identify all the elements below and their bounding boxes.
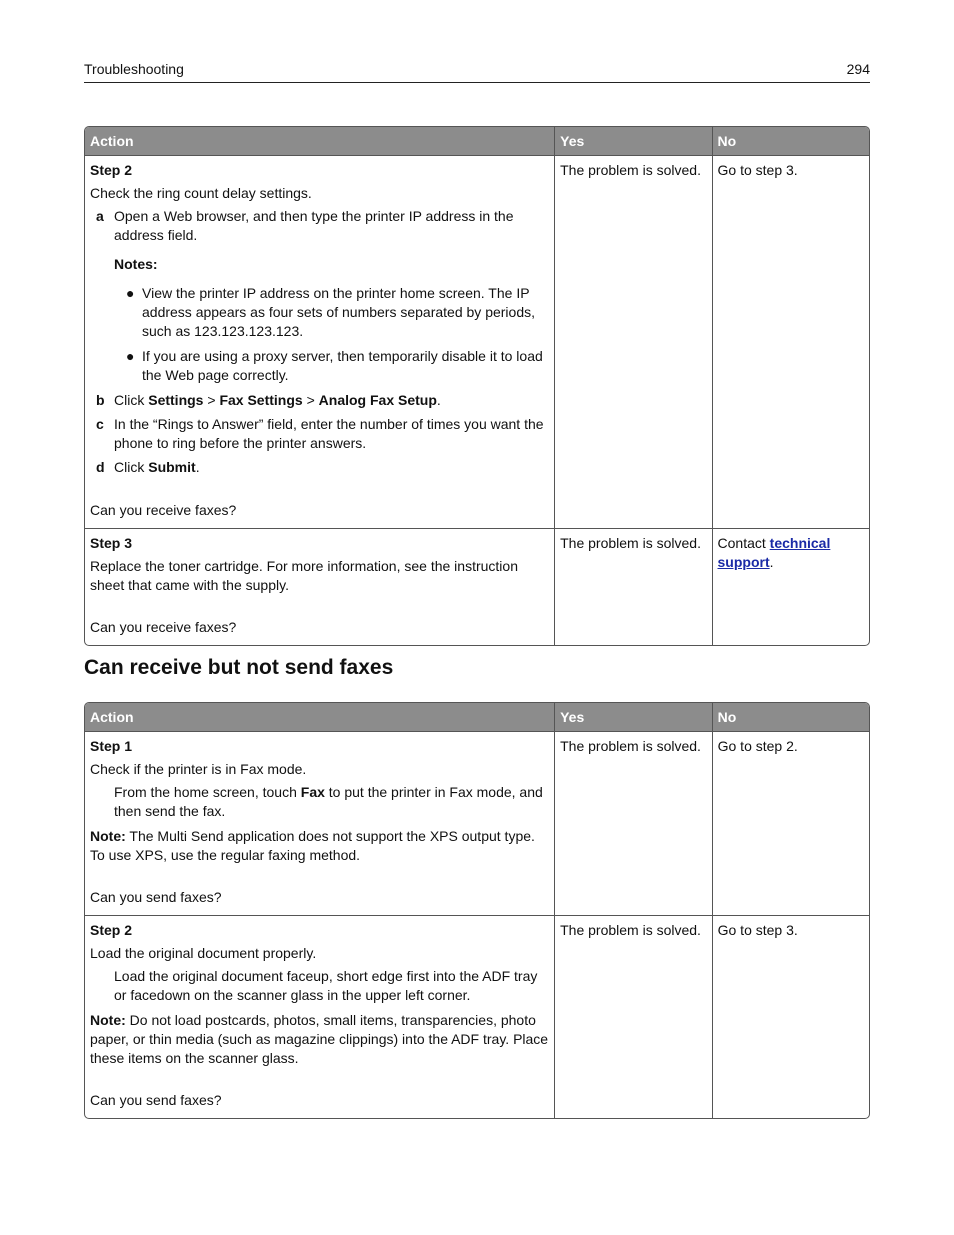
column-header-no: No [712,703,869,732]
column-header-yes: Yes [554,703,712,732]
step-question: Can you send faxes? [90,889,222,905]
yes-cell: The problem is solved. [554,528,711,645]
column-header-yes: Yes [554,127,711,156]
submit-label: Submit [148,459,196,475]
section-title: Can receive but not send faxes [84,656,394,679]
note-text: Do not load postcards, photos, small items, transparencies, photo paper, or thin media (such as magazine clippings) into the ADF tray. Place these items on the scanner glass. [90,1012,549,1066]
step-label: Step 3 [90,535,133,551]
column-header-no: No [712,127,869,156]
menu-path-separator: > [207,392,216,408]
substep-d [90,458,549,477]
table-header-row [85,703,869,732]
note-item [90,284,549,341]
substep-c [90,415,549,453]
note-text: View the printer IP address on the printer home screen. The IP address appears as four sets of numbers separated by periods, such as 123.123.123.123. [142,285,535,339]
column-header-action: Action [85,703,554,732]
action-cell [85,156,554,528]
step-detail: Load the original document faceup, short edge first into the ADF tray or facedown on the scanner glass in the upper left corner. [114,968,538,1003]
contact-prefix: Contact [717,535,766,551]
step-intro: Load the original document properly. [90,945,317,961]
table-row-step-1 [85,732,869,915]
step-text: Replace the toner cartridge. For more information, see the instruction sheet that came with the supply. [90,558,518,593]
column-header-action: Action [85,127,554,156]
note-item [90,347,549,385]
note-text: If you are using a proxy server, then temporarily disable it to load the Web page correctly. [142,348,543,383]
no-cell [712,528,869,645]
page-number: 294 [846,61,870,77]
step-label: Step 2 [90,162,133,178]
substep-letter: c [96,416,104,432]
yes-cell: The problem is solved. [554,156,711,528]
step-question: Can you receive faxes? [90,502,237,518]
troubleshooting-table-receive [84,126,870,646]
action-cell [85,528,554,645]
menu-path-separator: > [306,392,315,408]
yes-cell: The problem is solved. [554,915,712,1118]
step-label: Step 2 [90,922,133,938]
step-note [90,827,549,865]
note-label: Note: [90,828,126,844]
substep-click: Click [114,392,145,408]
detail-text: to put the printer in Fax mode, and then send the fax. [114,784,543,819]
sentence-end: . [195,459,200,475]
step-intro: Check if the printer is in Fax mode. [90,761,307,777]
step-label: Step 1 [90,738,133,754]
note-text: The Multi Send application does not support the XPS output type. To use XPS, use the regular faxing method. [90,828,535,863]
menu-path-analog-fax-setup: Analog Fax Setup [318,392,437,408]
menu-path-settings: Settings [148,392,204,408]
bullet-icon: ● [126,285,135,301]
step-detail [90,783,549,821]
step-question: Can you receive faxes? [90,619,237,635]
section-name: Troubleshooting [84,61,184,77]
substep-text: Open a Web browser, and then type the printer IP address in the address field. [114,208,514,243]
action-cell [85,732,554,915]
no-cell: Go to step 3. [712,156,869,528]
no-cell: Go to step 2. [712,732,869,915]
troubleshooting-table-send [84,702,870,1119]
yes-cell: The problem is solved. [554,732,712,915]
substep-b [90,391,549,410]
substep-letter: d [96,459,105,475]
no-cell: Go to step 3. [712,915,869,1118]
detail-text: From the home screen, touch [114,784,297,800]
table-row-step-2 [85,156,869,528]
sentence-end: . [769,554,774,570]
menu-path-fax-settings: Fax Settings [219,392,303,408]
page-header [84,58,870,83]
step-note [90,1011,549,1068]
table-header-row [85,127,869,156]
substep-letter: a [96,208,104,224]
step-question: Can you send faxes? [90,1092,222,1108]
action-cell [85,915,554,1118]
substep-click: Click [114,459,145,475]
substep-a [90,207,549,245]
bullet-icon: ● [126,348,135,364]
sentence-end: . [436,392,441,408]
table-row-step-2 [85,915,869,1118]
substep-letter: b [96,392,105,408]
technical-support-link[interactable]: technical support [717,535,831,570]
substep-text: In the “Rings to Answer” field, enter the number of times you want the phone to ring before the printer answers. [114,416,544,451]
fax-label: Fax [300,784,325,800]
step-intro: Check the ring count delay settings. [90,185,312,201]
table-row-step-3 [85,528,869,645]
notes-label: Notes: [114,256,158,272]
note-label: Note: [90,1012,126,1028]
